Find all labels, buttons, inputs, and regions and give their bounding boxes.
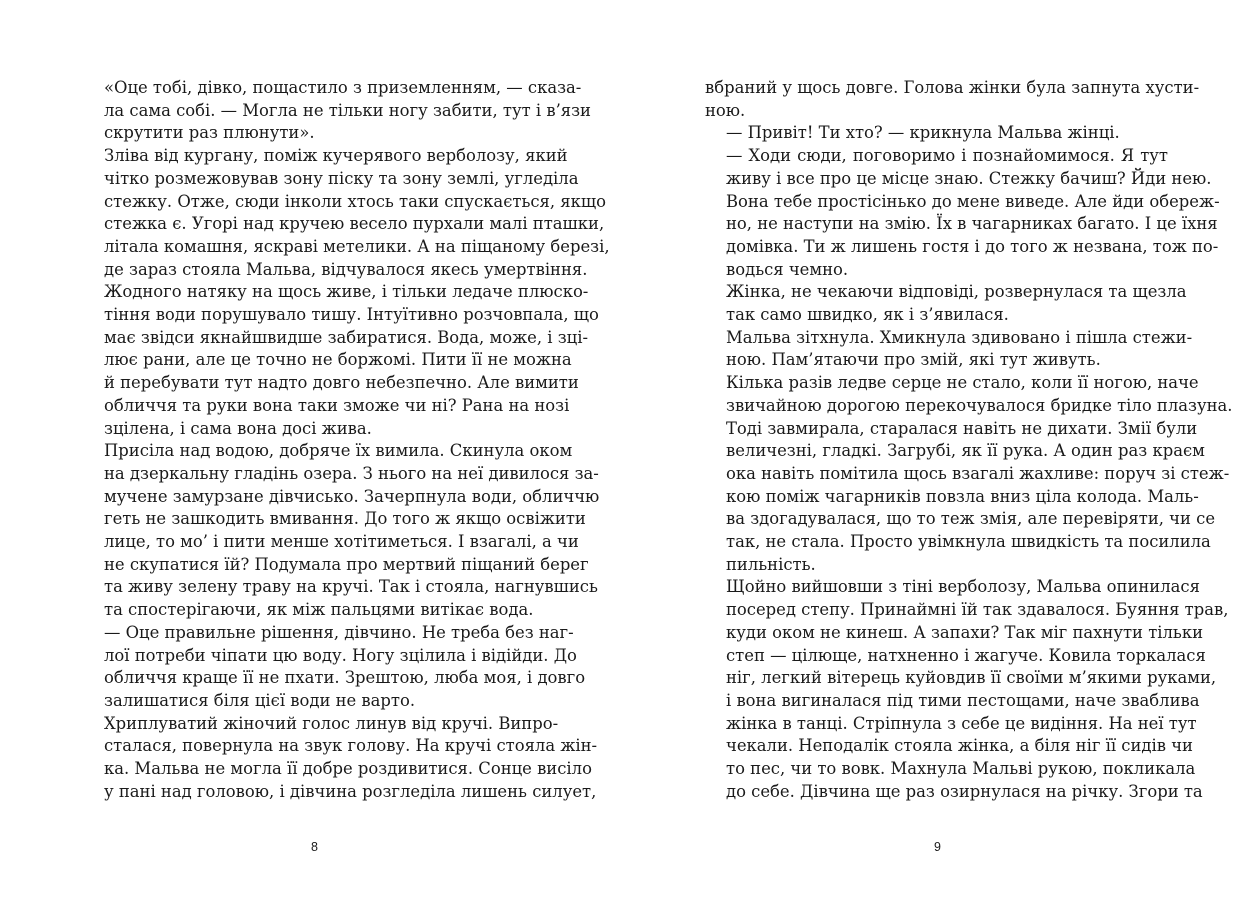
right-page-text — [705, 77, 1233, 804]
text-line: то пес, чи то вовк. Махнула Мальві рукою, покликала — [726, 759, 1196, 779]
text-line: на дзеркальну гладінь озера. З нього на неї дивилося за- — [104, 463, 599, 483]
paragraph — [705, 327, 1193, 372]
text-line: обличчя та руки вона таки зможе чи ні? Рана на нозі — [104, 395, 570, 415]
text-line: залишатися біля цієї води не варто. — [104, 690, 416, 710]
text-line: ка. Мальва не могла її добре роздивитися. Сонце висіло — [104, 759, 592, 779]
text-line: куди оком не кинеш. А запахи? Так міг пахнути тільки — [726, 622, 1204, 642]
text-line: стежка є. Угорі над кручею весело пурхали малі пташки, — [104, 214, 605, 234]
paragraph — [705, 576, 1229, 803]
text-line: стежку. Отже, сюди інколи хтось таки спускається, якщо — [104, 191, 606, 211]
text-line: обличчя краще її не пхати. Зрештою, люба моя, і довго — [104, 668, 586, 688]
paragraph — [83, 713, 598, 804]
text-line: жінка в танці. Стріпнула з себе це видіння. На неї тут — [726, 713, 1197, 733]
left-page — [83, 77, 610, 804]
right-page — [705, 77, 1233, 804]
text-line: Зліва від кургану, поміж кучерявого верболозу, який — [104, 146, 568, 166]
text-line: до себе. Дівчина ще раз озирнулася на річку. Згори та — [726, 781, 1203, 801]
text-line: чітко розмежовував зону піску та зону землі, угледіла — [104, 168, 579, 188]
text-line: живу і все про це місце знаю. Стежку бачиш? Йди нею. — [726, 168, 1212, 188]
paragraph — [83, 77, 591, 145]
text-line: сталася, повернула на звук голову. На кручі стояла жін- — [104, 736, 598, 756]
text-line: пильність. — [726, 554, 816, 574]
text-line: звичайною дорогою перекочувалося бридке тіло плазуна. — [726, 395, 1233, 415]
text-line: й перебувати тут надто довго небезпечно. Але вимити — [104, 373, 579, 393]
paragraph — [83, 622, 586, 713]
text-line: ла сама собі. — Могла не тільки ногу забити, тут і в’язи — [104, 100, 591, 120]
text-line: так само швидко, як і з’явилася. — [726, 305, 1009, 325]
text-line: Хриплуватий жіночий голос линув від кручі. Випро- — [104, 713, 559, 733]
text-line: та спостерігаючи, як між пальцями витікає вода. — [104, 600, 534, 620]
text-line: — Оце правильне рішення, дівчино. Не треба без наг- — [104, 622, 574, 642]
page-number-right: 9 — [934, 840, 941, 854]
paragraph — [83, 440, 600, 622]
text-line: кою поміж чагарників повзла вниз ціла колода. Маль- — [726, 486, 1199, 506]
paragraph — [705, 281, 1187, 326]
text-line: літала комашня, яскраві метелики. А на піщаному березі, — [104, 236, 610, 256]
text-line: і вона вигиналася під тими пестощами, наче зваблива — [726, 690, 1200, 710]
text-line: ока навіть помітила щось взагалі жахливе: поруч зі стеж- — [726, 463, 1230, 483]
text-line: Мальва зітхнула. Хмикнула здивовано і пішла стежи- — [726, 327, 1193, 347]
text-line: скрутити раз плюнути». — [104, 123, 315, 143]
text-line: домівка. Ти ж лишень гостя і до того ж незвана, тож по- — [726, 236, 1219, 256]
paragraph — [705, 372, 1233, 576]
text-line: зцілена, і сама вона досі жива. — [104, 418, 372, 438]
left-page-text — [83, 77, 610, 804]
text-line: — Привіт! Ти хто? — крикнула Мальва жінці. — [726, 123, 1120, 143]
text-line: лице, то мо’ і пити менше хотітиметься. І взагалі, а чи — [104, 532, 579, 552]
text-line: Щойно вийшовши з тіні верболозу, Мальва опинилася — [726, 577, 1200, 597]
text-line: лої потреби чіпати цю воду. Ногу зцілила і відійди. До — [104, 645, 577, 665]
text-line: геть не зашкодить вмивання. До того ж якщо освіжити — [104, 509, 586, 529]
text-line: чекали. Неподалік стояла жінка, а біля ніг її сидів чи — [726, 736, 1193, 756]
text-line: — Ходи сюди, поговоримо і познайомимося. Я тут — [726, 146, 1168, 166]
text-line: не скупатися їй? Подумала про мертвий піщаний берег — [104, 554, 589, 574]
text-line: посеред степу. Принаймні їй так здавалося. Буяння трав, — [726, 600, 1229, 620]
text-line: ною. Пам’ятаючи про змій, які тут живуть. — [726, 350, 1101, 370]
text-line: Тоді завмирала, старалася навіть не дихати. Змії були — [726, 418, 1198, 438]
text-line: вбраний у щось довге. Голова жінки була запнута хусти- — [705, 78, 1200, 97]
text-line: степ — цілюще, натхненно і жагуче. Ковила торкалася — [726, 645, 1206, 665]
text-line: де зараз стояла Мальва, відчувалося якесь умертвіння. — [104, 259, 588, 279]
text-line: має звідси якнайшвидше забиратися. Вода, може, і зці- — [104, 327, 588, 347]
paragraph — [83, 145, 610, 440]
text-line: ніг, легкий вітерець куйовдив її своїми м’якими руками, — [726, 668, 1217, 688]
text-line: мучене замурзане дівчисько. Зачерпнула води, обличчю — [104, 486, 600, 506]
paragraph — [705, 77, 1200, 122]
text-line: Вона тебе простісінько до мене виведе. Але йди обереж- — [726, 191, 1220, 211]
text-line: «Оце тобі, дівко, пощастило з приземленням, — сказа- — [104, 78, 582, 97]
text-line: водься чемно. — [726, 259, 849, 279]
text-line: Жодного натяку на щось живе, і тільки ледаче плюско- — [104, 282, 589, 302]
paragraph — [705, 145, 1220, 281]
text-line: ною. — [705, 100, 746, 120]
paragraph — [705, 122, 1168, 145]
text-line: Кілька разів ледве серце не стало, коли її ногою, наче — [726, 373, 1199, 393]
page-number-left: 8 — [311, 840, 318, 854]
text-line: ва здогадувалася, що то теж змія, але перевіряти, чи се — [726, 509, 1216, 529]
text-line: лює рани, але це точно не боржомі. Пити її не можна — [104, 350, 572, 370]
text-line: тіння води порушувало тишу. Інтуїтивно розчовпала, що — [104, 305, 599, 325]
text-line: но, не наступи на змію. Їх в чагарниках багато. І це їхня — [726, 214, 1218, 234]
text-line: Присіла над водою, добряче їх вимила. Скинула оком — [104, 441, 573, 461]
text-line: так, не стала. Просто увімкнула швидкість та посилила — [726, 532, 1211, 552]
text-line: у пані над головою, і дівчина розгледіла лишень силует, — [104, 781, 597, 801]
text-line: Жінка, не чекаючи відповіді, розвернулася та щезла — [726, 282, 1187, 302]
text-line: та живу зелену траву на кручі. Так і стояла, нагнувшись — [104, 577, 598, 597]
text-line: величезні, гладкі. Загрубі, як її рука. А один раз краєм — [726, 441, 1205, 461]
